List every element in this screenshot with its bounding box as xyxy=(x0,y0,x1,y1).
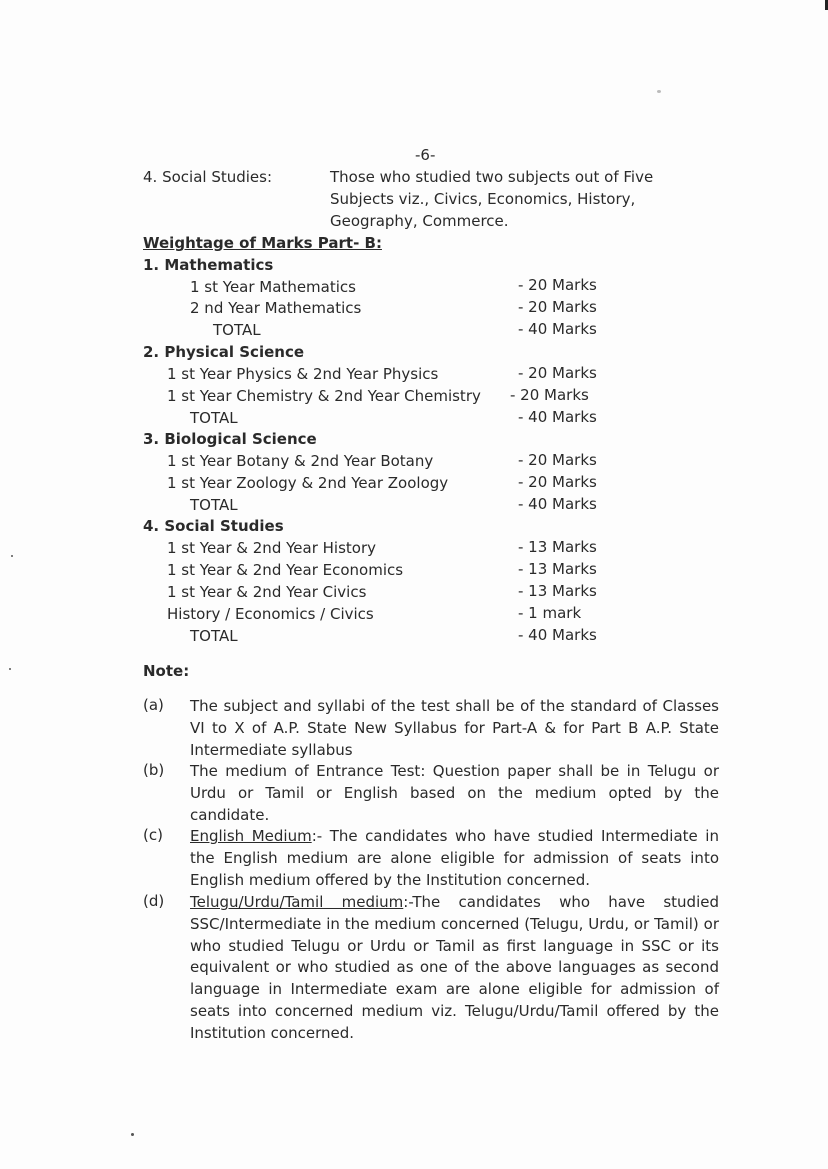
marks-total-label: TOTAL xyxy=(190,496,238,514)
note-text xyxy=(190,826,719,891)
marks-row-value: - 20 Marks xyxy=(518,298,597,316)
marks-row-value: - 1 mark xyxy=(518,604,582,622)
marks-row-value: - 13 Marks xyxy=(518,560,597,578)
note-body: :- The candidates who have studied Intermediate in the English medium are alone eligible for admission of seats into English medium offered by the Institution concerned. xyxy=(190,827,719,889)
marks-row-value: - 13 Marks xyxy=(518,582,597,600)
marks-row-label: History / Economics / Civics xyxy=(167,605,374,623)
marks-row-label: 1 st Year Zoology & 2nd Year Zoology xyxy=(167,474,449,492)
scan-speck xyxy=(11,555,13,557)
section4-line: Subjects viz., Civics, Economics, History, xyxy=(330,190,636,208)
note-body: The medium of Entrance Test: Question paper shall be in Telugu or Urdu or Tamil or English based on the medium opted by the candidate. xyxy=(190,762,719,824)
note-body: The subject and syllabi of the test shall be of the standard of Classes VI to X of A.P. State New Syllabus for Part-A & for Part B A.P. State Intermediate syllabus xyxy=(190,697,719,759)
section4-label: 4. Social Studies: xyxy=(143,168,273,186)
page-number: -6- xyxy=(415,146,436,164)
marks-row-value: - 20 Marks xyxy=(518,364,597,382)
marks-total-value: - 40 Marks xyxy=(518,408,597,426)
marks-row-value: - 20 Marks xyxy=(518,473,597,491)
subject-heading-mathematics: 1. Mathematics xyxy=(143,256,274,274)
subject-heading-physical-science: 2. Physical Science xyxy=(143,343,305,361)
note-letter: (a) xyxy=(143,696,164,714)
note-heading: Note: xyxy=(143,662,190,680)
marks-row-label: 1 st Year Chemistry & 2nd Year Chemistry xyxy=(167,387,481,405)
marks-row-label: 1 st Year Mathematics xyxy=(190,278,356,296)
note-text xyxy=(190,761,719,826)
section4-line: Those who studied two subjects out of Five xyxy=(330,168,654,186)
marks-total-label: TOTAL xyxy=(213,321,261,339)
marks-total-value: - 40 Marks xyxy=(518,626,597,644)
marks-total-label: TOTAL xyxy=(190,409,238,427)
note-letter: (b) xyxy=(143,761,165,779)
subject-heading-social-studies: 4. Social Studies xyxy=(143,517,284,535)
note-letter: (d) xyxy=(143,892,165,910)
note-text xyxy=(190,696,719,761)
section4-line: Geography, Commerce. xyxy=(330,212,509,230)
marks-row-label: 1 st Year Botany & 2nd Year Botany xyxy=(167,452,434,470)
note-text xyxy=(190,892,719,1045)
scan-speck xyxy=(131,1133,134,1136)
marks-total-value: - 40 Marks xyxy=(518,320,597,338)
marks-row-label: 2 nd Year Mathematics xyxy=(190,299,362,317)
marks-row-label: 1 st Year Physics & 2nd Year Physics xyxy=(167,365,439,383)
scan-speck xyxy=(9,668,11,670)
note-letter: (c) xyxy=(143,826,163,844)
scan-speck xyxy=(657,90,661,93)
marks-row-value: - 20 Marks xyxy=(510,386,589,404)
note-lead-regional-medium: Telugu/Urdu/Tamil medium xyxy=(190,893,404,911)
marks-row-label: 1 st Year & 2nd Year Civics xyxy=(167,583,367,601)
subject-heading-biological-science: 3. Biological Science xyxy=(143,430,317,448)
marks-row-value: - 20 Marks xyxy=(518,451,597,469)
marks-row-label: 1 st Year & 2nd Year Economics xyxy=(167,561,404,579)
note-body: :-The candidates who have studied SSC/Intermediate in the medium concerned (Telugu, Urdu, or Tamil) or who studied Telugu or Urdu or Tamil as first language in SSC or its equivalent or who studied as one of the above languages as second language in Intermediate exam are alone eligible for admission of seats into concerned medium viz. Telugu/Urdu/Tamil offered by the Institution concerned. xyxy=(190,893,719,1042)
marks-row-label: 1 st Year & 2nd Year History xyxy=(167,539,376,557)
marks-row-value: - 20 Marks xyxy=(518,276,597,294)
marks-row-value: - 13 Marks xyxy=(518,538,597,556)
marks-total-label: TOTAL xyxy=(190,627,238,645)
marks-total-value: - 40 Marks xyxy=(518,495,597,513)
weightage-heading: Weightage of Marks Part- B: xyxy=(143,234,382,252)
note-lead-english-medium: English Medium xyxy=(190,827,312,845)
